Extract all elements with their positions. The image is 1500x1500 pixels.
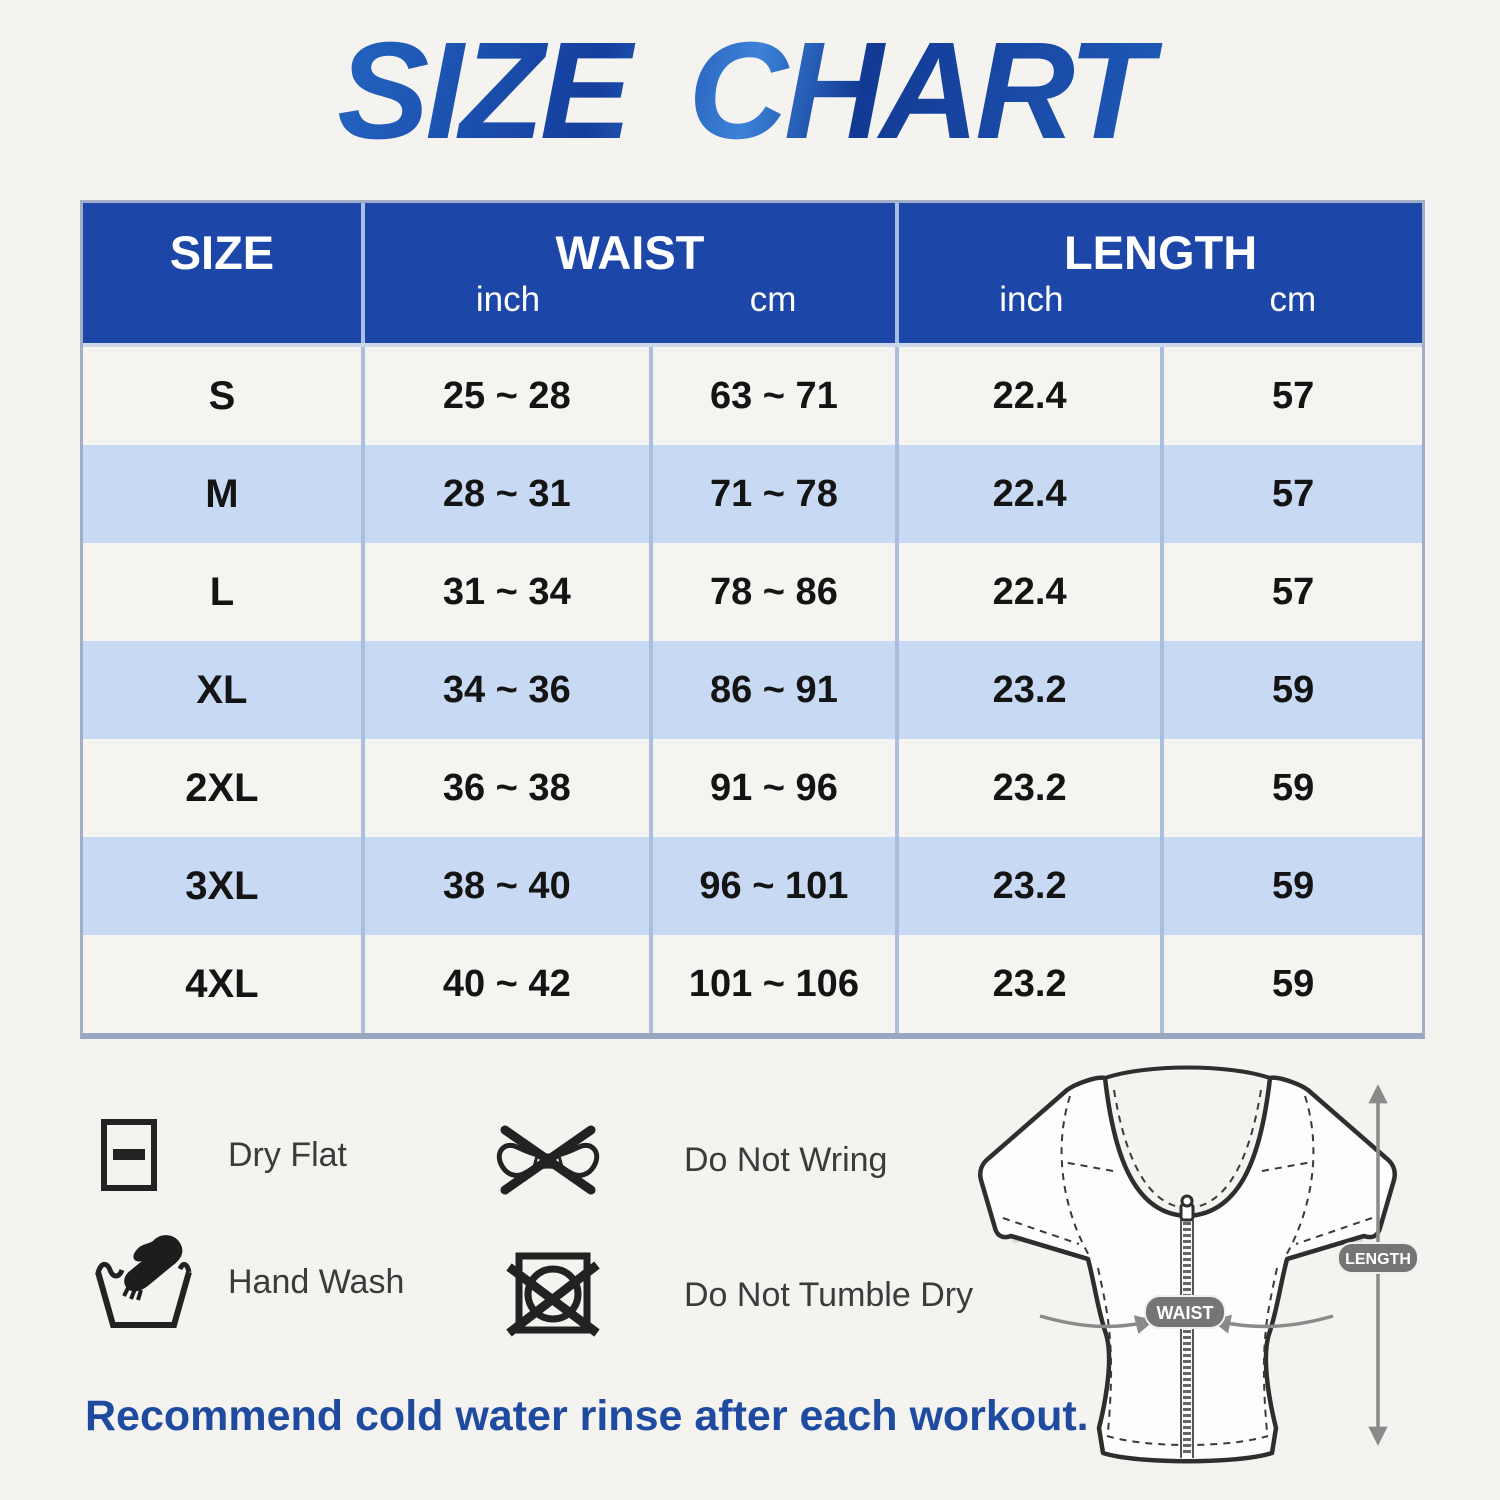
waist-badge-label: WAIST: [1156, 1303, 1214, 1323]
length-unit-cm: cm: [1269, 280, 1317, 319]
length-badge: [1338, 1243, 1418, 1273]
cell-length-cm: 59: [1162, 641, 1422, 739]
care-label: Do Not Tumble Dry: [684, 1276, 974, 1314]
header-waist-label: WAIST: [555, 226, 705, 279]
cell-size: XL: [196, 667, 248, 712]
care-item-do-not-tumble-dry: [505, 1248, 973, 1343]
table-row-2xl: [83, 739, 1422, 837]
cell-length-inch: 23.2: [897, 935, 1162, 1033]
page-title: [0, 14, 1500, 168]
cell-length-inch: 22.4: [897, 445, 1162, 543]
care-item-do-not-wring: [492, 1120, 887, 1200]
cell-length-inch: 23.2: [897, 739, 1162, 837]
header-waist: [363, 203, 897, 345]
care-label: Dry Flat: [228, 1135, 347, 1174]
table-row-4xl: [83, 935, 1422, 1033]
page-title-text: SIZE CHART: [337, 22, 1163, 160]
cell-length-inch: 23.2: [897, 641, 1162, 739]
waist-unit-cm: cm: [749, 280, 797, 319]
footer-note: Recommend cold water rinse after each workout.: [85, 1392, 1089, 1440]
cell-waist-inch: 40 ~ 42: [363, 935, 651, 1033]
waist-badge: [1145, 1296, 1225, 1328]
cell-waist-cm: 101 ~ 106: [651, 935, 897, 1033]
cell-length-cm: 59: [1162, 837, 1422, 935]
cell-waist-inch: 28 ~ 31: [363, 445, 651, 543]
do-not-wring-icon: [492, 1120, 684, 1200]
do-not-tumble-dry-icon: [505, 1248, 684, 1343]
cell-size: L: [209, 569, 235, 614]
care-label: Hand Wash: [228, 1262, 405, 1301]
cell-length-inch: 23.2: [897, 837, 1162, 935]
length-badge-label: LENGTH: [1345, 1251, 1411, 1268]
dry-flat-icon: [100, 1118, 228, 1192]
header-size: [83, 203, 363, 345]
table-row-m: [83, 445, 1422, 543]
cell-length-inch: 22.4: [897, 345, 1162, 445]
cell-length-cm: 57: [1162, 543, 1422, 641]
size-table: [80, 200, 1425, 1039]
cell-size: S: [208, 373, 236, 418]
header-length: [897, 203, 1422, 345]
cell-size: M: [205, 471, 239, 516]
header-waist-units: [365, 282, 895, 317]
care-item-dry-flat: [100, 1118, 347, 1192]
cell-length-cm: 59: [1162, 935, 1422, 1033]
waist-unit-inch: inch: [475, 280, 541, 319]
table-row-l: [83, 543, 1422, 641]
size-table-grid: [83, 203, 1422, 1033]
cell-waist-cm: 71 ~ 78: [651, 445, 897, 543]
table-row-xl: [83, 641, 1422, 739]
hand-wash-icon: [92, 1232, 228, 1332]
cell-waist-cm: 86 ~ 91: [651, 641, 897, 739]
cell-waist-cm: 63 ~ 71: [651, 345, 897, 445]
cell-length-cm: 57: [1162, 345, 1422, 445]
header-size-label: SIZE: [169, 226, 275, 279]
cell-waist-inch: 25 ~ 28: [363, 345, 651, 445]
cell-length-cm: 59: [1162, 739, 1422, 837]
cell-size: 4XL: [185, 961, 259, 1006]
cell-waist-inch: 34 ~ 36: [363, 641, 651, 739]
cell-waist-cm: 91 ~ 96: [651, 739, 897, 837]
cell-waist-inch: 36 ~ 38: [363, 739, 651, 837]
cell-waist-cm: 96 ~ 101: [651, 837, 897, 935]
cell-size: 3XL: [185, 863, 259, 908]
cell-size: 2XL: [185, 765, 259, 810]
header-length-label: LENGTH: [1063, 226, 1258, 279]
header-length-units: [899, 282, 1422, 317]
care-item-hand-wash: [92, 1232, 404, 1332]
cell-waist-inch: 31 ~ 34: [363, 543, 651, 641]
table-header: [83, 203, 1422, 345]
table-row-s: [83, 345, 1422, 445]
care-label: Do Not Wring: [684, 1140, 888, 1179]
cell-length-inch: 22.4: [897, 543, 1162, 641]
cell-waist-cm: 78 ~ 86: [651, 543, 897, 641]
length-unit-inch: inch: [999, 280, 1064, 319]
cell-waist-inch: 38 ~ 40: [363, 837, 651, 935]
table-row-3xl: [83, 837, 1422, 935]
cell-length-cm: 57: [1162, 445, 1422, 543]
